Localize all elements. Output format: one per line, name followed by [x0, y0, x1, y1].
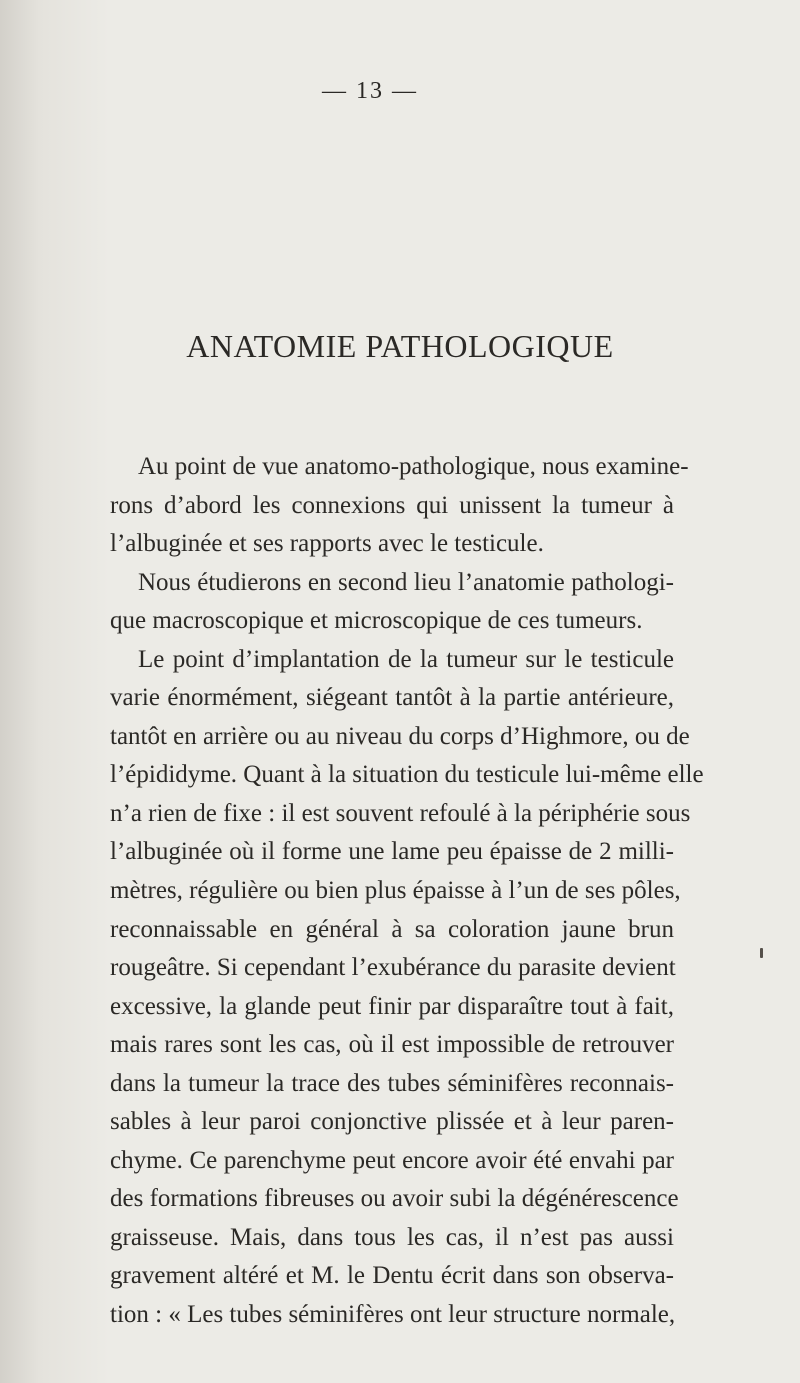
- text-line: varie énormément, siégeant tantôt à la partie antérieure,: [110, 684, 674, 712]
- text-line: reconnaissable en général à sa coloration jaune brun: [110, 915, 674, 943]
- page-number: — 13 —: [322, 78, 418, 104]
- text-line: l’épididyme. Quant à la situation du testicule lui-même elle: [110, 761, 704, 789]
- text-line: Au point de vue anatomo-pathologique, nous examine-: [138, 453, 689, 480]
- text-line: rougeâtre. Si cependant l’exubérance du parasite devient: [110, 954, 676, 982]
- text-line: tion : « Les tubes séminifères ont leur structure normale,: [110, 1301, 676, 1329]
- text-line: des formations fibreuses ou avoir subi la dégénérescence: [110, 1185, 679, 1213]
- text-line: dans la tumeur la trace des tubes séminifères reconnais-: [110, 1069, 674, 1097]
- text-line: que macroscopique et microscopique de ces tumeurs.: [110, 607, 643, 635]
- text-line: l’albuginée où il forme une lame peu épaisse de 2 milli-: [110, 838, 674, 866]
- body-text: [110, 448, 704, 1335]
- text-line: mètres, régulière ou bien plus épaisse à l’un de ses pôles,: [110, 877, 681, 905]
- text-line: l’albuginée et ses rapports avec le testicule.: [110, 530, 544, 558]
- text-line: Le point d’implantation de la tumeur sur le testicule: [138, 645, 674, 673]
- text-line: rons d’abord les connexions qui unissent la tumeur à: [110, 491, 674, 519]
- text-line: tantôt en arrière ou au niveau du corps d’Highmore, ou de: [110, 722, 690, 750]
- text-line: chyme. Ce parenchyme peut encore avoir été envahi par: [110, 1146, 674, 1174]
- text-line: n’a rien de fixe : il est souvent refoulé à la périphérie sous: [110, 799, 691, 827]
- text-line: graisseuse. Mais, dans tous les cas, il n’est pas aussi: [110, 1223, 674, 1251]
- text-line: mais rares sont les cas, où il est impossible de retrouver: [110, 1031, 674, 1059]
- text-line: sables à leur paroi conjonctive plissée et à leur paren-: [110, 1108, 674, 1136]
- text-line: gravement altéré et M. le Dentu écrit dans son observa-: [110, 1262, 674, 1290]
- ink-speck: [760, 948, 763, 958]
- text-line: Nous étudierons en second lieu l’anatomie pathologi-: [138, 568, 674, 596]
- text-line: excessive, la glande peut finir par disparaître tout à fait,: [110, 992, 674, 1020]
- section-title: ANATOMIE PATHOLOGIQUE: [186, 328, 614, 364]
